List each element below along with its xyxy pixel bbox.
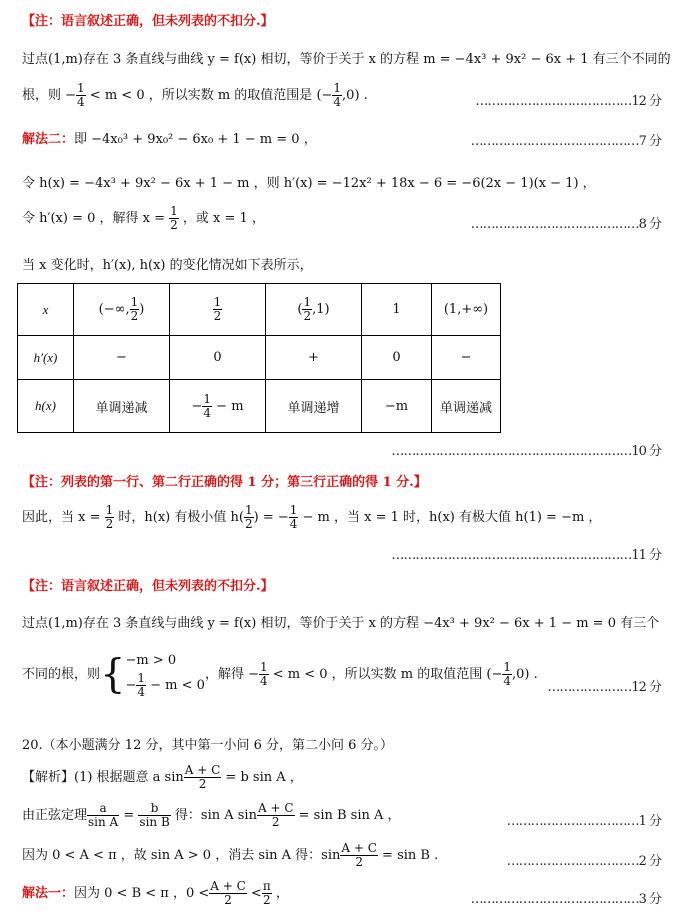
table-cell: 单调递增 — [266, 380, 362, 433]
table-cell: − $\frac{1}{4}$ − m — [170, 380, 266, 433]
table-cell: 0 — [170, 336, 266, 380]
table-row — [18, 336, 501, 380]
table-cell: 1 — [362, 284, 432, 336]
table-cell: 单调递减 — [74, 380, 170, 433]
score-2: ……………………………2 分 — [506, 854, 661, 869]
critical-points: 令 h′(x) = 0 ，解得 x = $\frac{1}{2}$ ，或 x = 1 ， — [22, 204, 265, 232]
score-12-a: …………………………………12 分 — [475, 94, 661, 109]
sine-rule-step: 由正弦定理 $\frac{a}{\text{sin A}}$ = $\frac{b}{\text{sin B}}$ 得：sin A sin $\frac{A + C}{2}$ = sin B sin A ， — [22, 801, 401, 829]
method-two: 解法二：即 −4x₀³ + 9x₀² − 6x₀ + 1 − m = 0 ， — [22, 132, 317, 147]
cancel-sinA-step: 因为 0 < A < π ，故 sin A > 0 ，消去 sin A 得：sin $\frac{A + C}{2}$ = sin B . — [22, 841, 439, 869]
inequality-system: −m > 0 − $\frac{1}{4}$ − m < 0 — [125, 653, 205, 699]
table-cell: (1,+∞) — [432, 284, 501, 336]
table-cell: $\frac{1}{2}$ — [170, 284, 266, 336]
fraction-1-4: $\frac{1}{4}$ — [77, 81, 85, 109]
note-no-table-2: 【注：语言叙述正确，但未列表的不扣分.】 — [22, 579, 274, 594]
method-one: 解法一：因为 0 < B < π ，0 < $\frac{A + C}{2}$ < $\frac{\pi}{2}$ ， — [22, 879, 289, 907]
table-cell: 单调递减 — [432, 380, 501, 433]
score-3: ……………………………………3 分 — [470, 892, 661, 907]
table-cell: −m — [362, 380, 432, 433]
table-cell: + — [266, 336, 362, 380]
variation-table — [17, 283, 501, 433]
table-cell: (−∞, $\frac{1}{2}$ ) — [74, 284, 170, 336]
score-8: ……………………………………8 分 — [470, 217, 661, 232]
solution-part1: 【解析】(1) 根据题意 a sin $\frac{A + C}{2}$ = b sin A ， — [22, 763, 303, 791]
note-table-scoring: 【注：列表的第一行、第二行正确的得 1 分；第三行正确的得 1 分.】 — [22, 475, 427, 490]
score-11: ……………………………………………………11 分 — [391, 548, 661, 563]
table-cell: h′(x) — [18, 336, 74, 380]
score-12-b: …………………12 分 — [547, 680, 661, 695]
system-conclusion: 不同的根，则{ −m > 0 − $\frac{1}{4}$ − m < 0 ，解得 − $\frac{1}{4}$ < m < 0 ，所以实数 m 的取值范围 (− $\frac{1}{4}$ ,0) . — [22, 651, 538, 699]
table-row — [18, 284, 501, 336]
table-intro: 当 x 变化时，h′(x), h(x) 的变化情况如下表所示， — [22, 258, 313, 273]
table-row — [18, 380, 501, 433]
score-7: ……………………………………7 分 — [470, 134, 661, 149]
table-cell: h(x) — [18, 380, 74, 433]
table-cell: ( $\frac{1}{2}$ ,1) — [266, 284, 362, 336]
note-no-table-1: 【注：语言叙述正确，但未列表的不扣分.】 — [22, 14, 274, 29]
score-10: ……………………………………………………10 分 — [391, 444, 661, 459]
score-1: ……………………………1 分 — [506, 814, 661, 829]
h-definition: 令 h(x) = −4x³ + 9x² − 6x + 1 − m ，则 h′(x) = −12x² + 18x − 6 = −6(2x − 1)(x − 1) ， — [22, 176, 596, 191]
equivalence-statement: 过点(1,m)存在 3 条直线与曲线 y = f(x) 相切，等价于关于 x 的方程 m = −4x³ + 9x² − 6x + 1 有三个不同的 — [22, 52, 671, 67]
table-cell: − — [432, 336, 501, 380]
equivalence-statement-2: 过点(1,m)存在 3 条直线与曲线 y = f(x) 相切，等价于关于 x 的方程 −4x³ + 9x² − 6x + 1 − m = 0 有三个 — [22, 616, 660, 631]
extrema-statement: 因此，当 x = $\frac{1}{2}$ 时，h(x) 有极小值 h( $\frac{1}{2}$ ) = − $\frac{1}{4}$ − m ，当 x = 1 时，h(x) 有极大值 h(1) = −m ， — [22, 503, 602, 531]
range-conclusion-1: 根，则 − $\frac{1}{4}$ < m < 0 ，所以实数 m 的取值范围是 (− $\frac{1}{4}$ ,0) . — [22, 81, 368, 109]
question-20-header: 20.（本小题满分 12 分，其中第一小问 6 分，第二小问 6 分。） — [22, 738, 394, 753]
table-cell: − — [74, 336, 170, 380]
table-cell: x — [18, 284, 74, 336]
table-cell: 0 — [362, 336, 432, 380]
